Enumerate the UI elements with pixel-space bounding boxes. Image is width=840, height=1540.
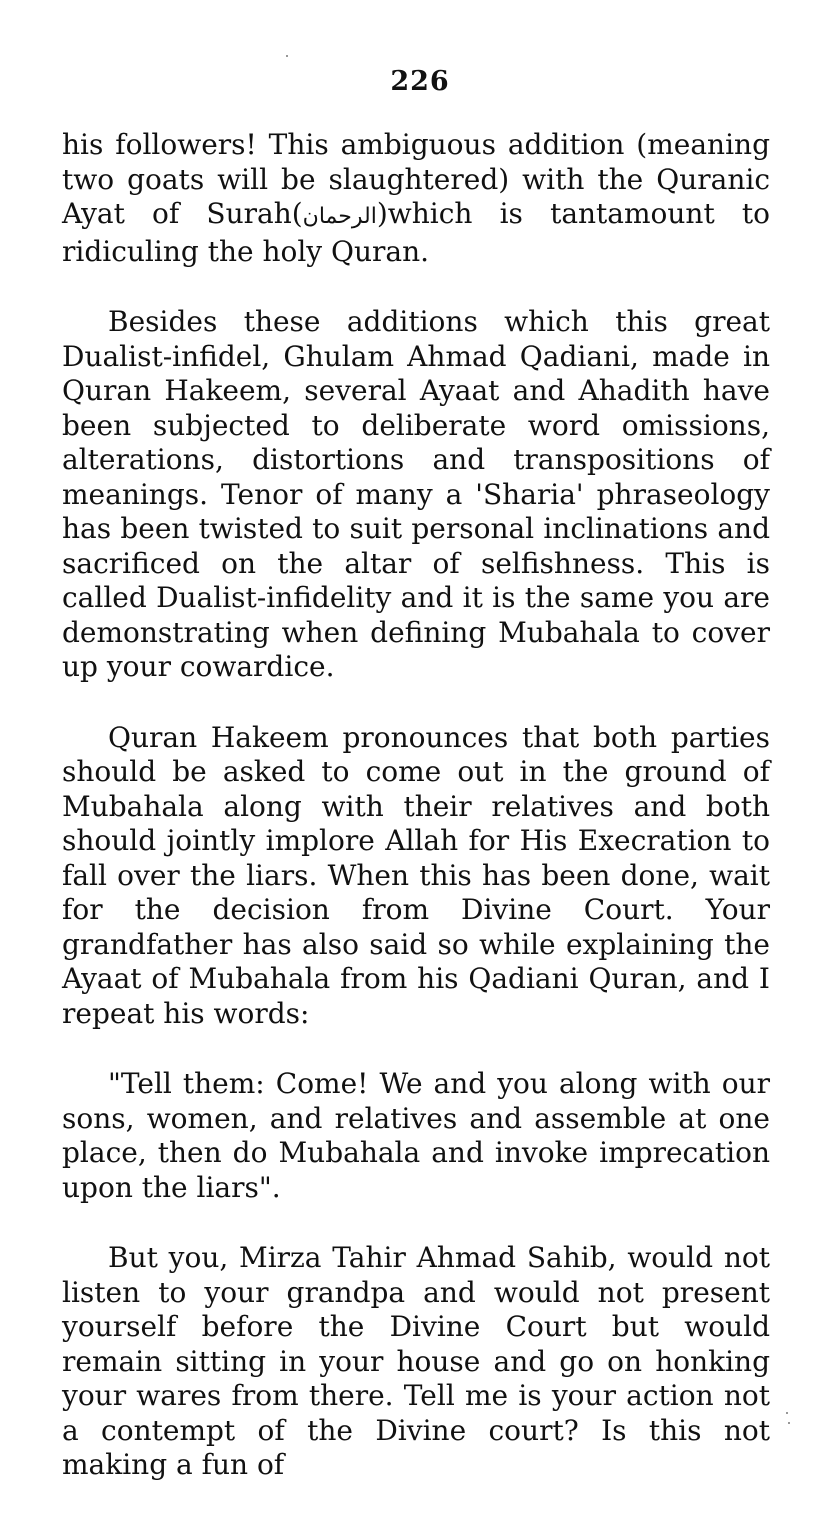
paragraph: But you, Mirza Tahir Ahmad Sahib, would not listen to your grandpa and would not present yourself before the Divine Court but would remain sitting in your house and go on honking your wares from there. Tell me is your action not a contempt of the Divine court? Is this not making a fun of [62,1241,770,1481]
paragraph-continuation [62,128,770,269]
quotation-paragraph: "Tell them: Come! We and you along with our sons, women, and relatives and assemble at one place, then do Mubahala and invoke imprecation upon the liars". [62,1067,770,1204]
paragraph-text: his followers! This ambiguous addition (meaning two goats will be slaughtered) with the Quranic Ayat of Surah( [62,128,770,230]
scan-speck [788,1422,790,1424]
scan-speck [286,55,288,57]
arabic-surah-name: الرحمان [302,204,377,229]
scan-speck [786,1412,788,1414]
body-text [62,128,770,1483]
paragraph: Quran Hakeem pronounces that both parties should be asked to come out in the ground of Mubahala along with their relatives and both should jointly implore Allah for His Execration to fall over the liars. When this has been done, wait for the decision from Divine Court. Your grandfather has also said so while explaining the Ayaat of Mubahala from his Qadiani Quran, and I repeat his words: [62,720,770,1030]
paragraph: Besides these additions which this great Dualist-infidel, Ghulam Ahmad Qadiani, made in Quran Hakeem, several Ayaat and Ahadith have been subjected to deliberate word omissions, alterations, distortions and transpositions of meanings. Tenor of many a 'Sharia' phraseology has been twisted to suit personal inclinations and sacrificed on the altar of selfishness. This is called Dualist-infidelity and it is the same you are demonstrating when defining Mubahala to cover up your cowardice. [62,305,770,683]
page-number: 226 [390,66,450,97]
paragraph-text: )which is tantamount to ridiculing the holy Quran. [62,197,770,268]
